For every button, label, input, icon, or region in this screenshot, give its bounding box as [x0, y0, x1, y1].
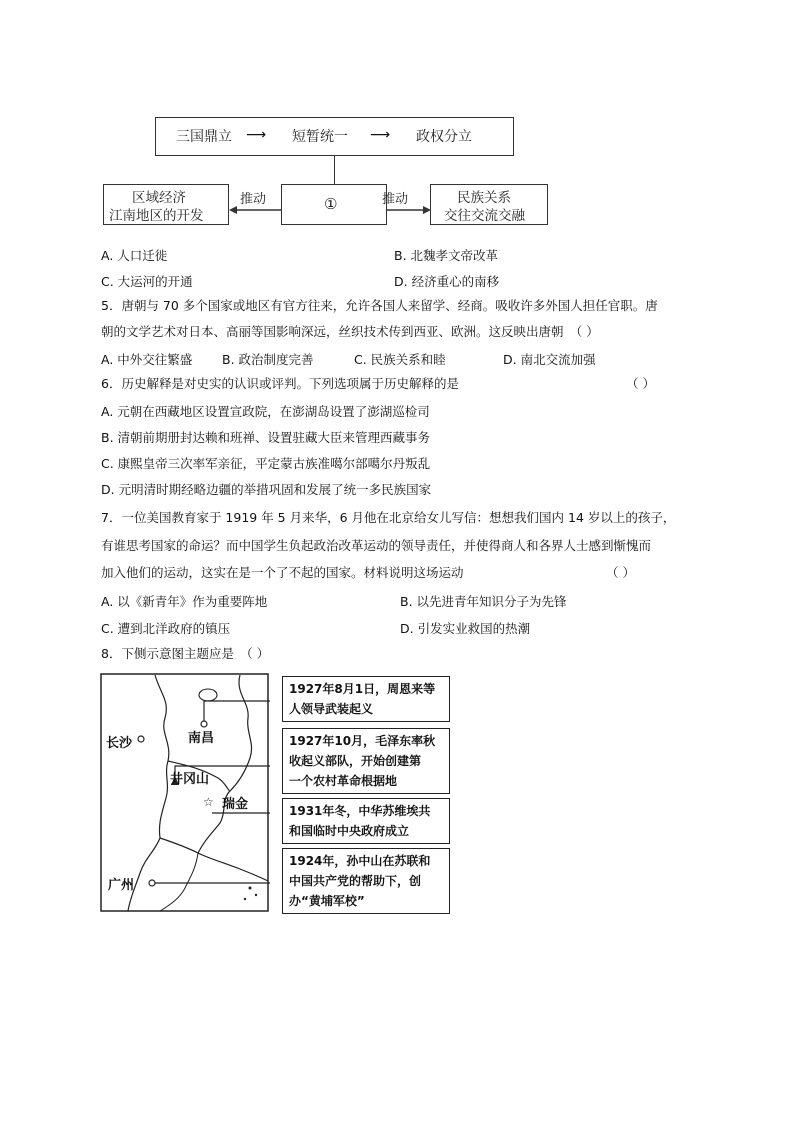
- map-label-nanchang: 南昌: [188, 731, 215, 746]
- q5-option-a[interactable]: A. 中外交往繁盛: [101, 352, 193, 367]
- map-label-jinggangshan: 井冈山: [170, 772, 210, 787]
- q5-stem-line-2: 朝的文学艺术对日本、高丽等国影响深远，丝织技术传到西亚、欧洲。这反映出唐朝 （ ）: [101, 324, 599, 339]
- note-line: 1927年10月，毛泽东率秋: [289, 734, 436, 748]
- map-label-guangzhou: 广州: [108, 878, 135, 893]
- right-box-line-2: 交往交流交融: [444, 208, 525, 224]
- note-line: 中国共产党的帮助下，创: [289, 874, 422, 888]
- q7-option-b[interactable]: B. 以先进青年知识分子为先锋: [400, 594, 567, 609]
- arrow-left-label: 推动: [240, 192, 267, 207]
- q6-option-d[interactable]: D. 元明清时期经略边疆的举措巩固和发展了统一多民族国家: [101, 482, 432, 497]
- top-item-2: 短暂统一: [292, 129, 348, 145]
- arrow-right-label: 推动: [382, 192, 409, 207]
- note-line: 1924年，孙中山在苏联和: [289, 854, 431, 868]
- q7-answer-paren: （ ）: [606, 565, 635, 580]
- note-line: 1931年冬，中华苏维埃共: [289, 804, 431, 818]
- q4-option-c[interactable]: C. 大运河的开通: [101, 274, 193, 289]
- map-note-nanchang-uprising: [282, 676, 450, 722]
- q4-option-a[interactable]: A. 人口迁徙: [101, 248, 168, 263]
- q7-stem-line-3: 加入他们的运动，这实在是一个了不起的国家。材料说明这场运动: [101, 565, 464, 580]
- note-line: 和国临时中央政府成立: [289, 824, 410, 838]
- q7-stem-line-2: 有谁思考国家的命运？而中国学生负起政治改革运动的领导责任，并使得商人和各界人士感到惭愧而: [101, 538, 652, 553]
- q6-option-c[interactable]: C. 康熙皇帝三次率军亲征，平定蒙古族准噶尔部噶尔丹叛乱: [101, 456, 431, 471]
- q6-option-b[interactable]: B. 清朝前期册封达赖和班禅、设置驻藏大臣来管理西藏事务: [101, 430, 431, 445]
- q8-stem: 8．下侧示意图主题应是 （ ）: [101, 646, 270, 661]
- map-label-changsha: 长沙: [106, 736, 133, 751]
- right-box-line-1: 民族关系: [457, 190, 511, 206]
- q6-option-a[interactable]: A. 元朝在西藏地区设置宣政院，在澎湖岛设置了澎湖巡检司: [101, 404, 430, 419]
- q7-option-c[interactable]: C. 遭到北洋政府的镇压: [101, 621, 231, 636]
- q5-option-c[interactable]: C. 民族关系和睦: [354, 352, 446, 367]
- q5-option-b[interactable]: B. 政治制度完善: [222, 352, 314, 367]
- q7-option-d[interactable]: D. 引发实业救国的热潮: [400, 621, 531, 636]
- map-note-soviet-government: [282, 798, 450, 844]
- top-item-1: 三国鼎立: [176, 129, 232, 145]
- q5-option-d[interactable]: D. 南北交流加强: [503, 352, 596, 367]
- star-icon: ☆: [203, 795, 214, 809]
- arrow-right-icon: ⟶: [370, 127, 391, 143]
- map-note-whampoa: [282, 848, 450, 914]
- left-box-line-2: 江南地区的开发: [109, 208, 204, 224]
- left-box-line-1: 区域经济: [132, 190, 186, 206]
- note-line: 人领导武装起义: [289, 702, 374, 716]
- q7-option-a[interactable]: A. 以《新青年》作为重要阵地: [101, 594, 268, 609]
- q4-option-b[interactable]: B. 北魏孝文帝改革: [394, 248, 499, 263]
- top-item-3: 政权分立: [416, 129, 472, 145]
- q4-option-d[interactable]: D. 经济重心的南移: [394, 274, 500, 289]
- note-line: 收起义部队，开始创建第: [289, 754, 422, 768]
- connector-line: [334, 156, 335, 184]
- map-label-ruijin: 瑞金: [222, 797, 249, 812]
- q5-stem-line-1: 5．唐朝与 70 多个国家或地区有官方往来，允许各国人来留学、经商。吸收许多外国人担任官职。唐: [101, 298, 658, 313]
- q6-stem: 6．历史解释是对史实的认识或评判。下列选项属于历史解释的是: [101, 376, 459, 391]
- center-box-label: ①: [324, 195, 338, 213]
- arrow-right-icon: ⟶: [246, 127, 267, 143]
- note-line: 办“黄埔军校”: [289, 894, 365, 908]
- map-note-autumn-harvest: [282, 728, 450, 794]
- note-line: 1927年8月1日，周恩来等: [289, 682, 436, 696]
- q6-answer-paren: （ ）: [626, 376, 655, 391]
- q7-stem-line-1: 7．一位美国教育家于 1919 年 5 月来华，6 月他在北京给女儿写信：想想我们国内 14 岁以上的孩子，: [101, 510, 676, 525]
- note-line: 一个农村革命根据地: [289, 774, 398, 788]
